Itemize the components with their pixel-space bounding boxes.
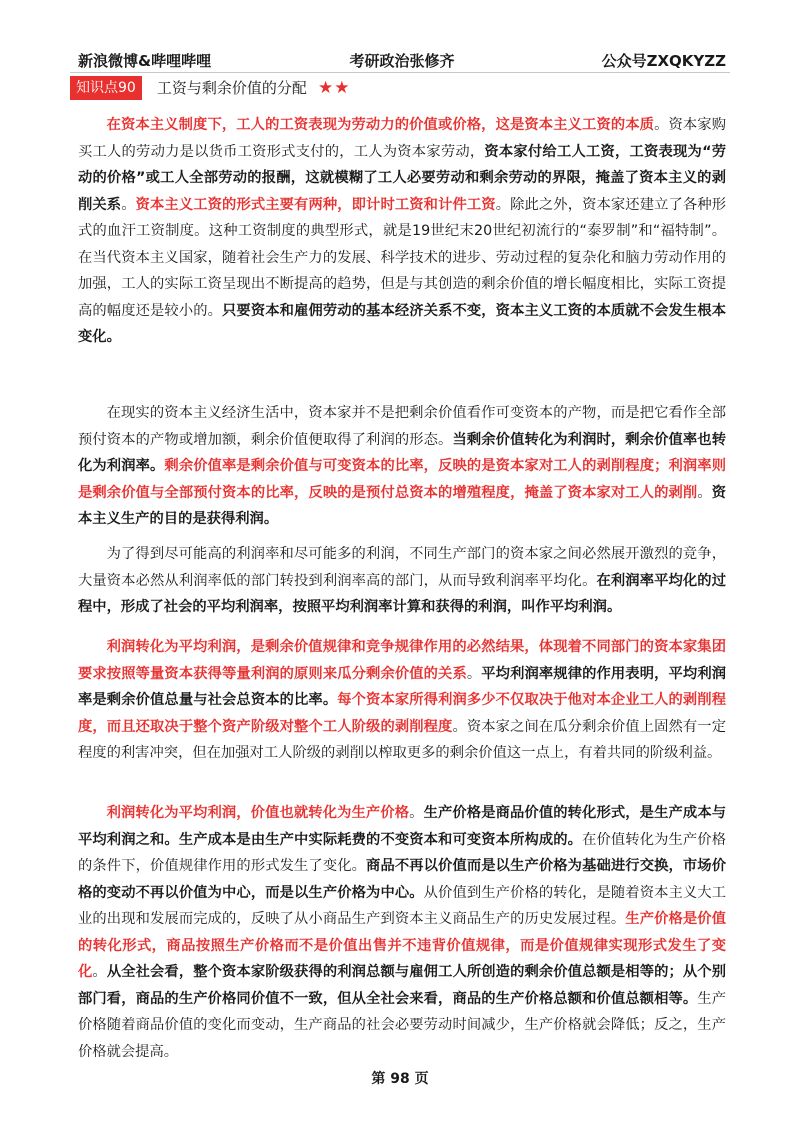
importance-stars: ★★ [318, 78, 351, 98]
knowledge-point-title: 工资与剩余价值的分配 [156, 79, 307, 97]
bold-text: 只要资本和雇佣劳动的基本经济关系不变，资本主义工资的本质就不会发生根本变化。 [78, 302, 727, 345]
body-text: 。除此之外，资本家还建立了各种形式的血汗工资制度。这种工资制度的典型形式，就是19世纪末20世纪初流行的“泰罗制”和“福特制”。在当代资本主义国家，随着社会生产力的发展、科学技术的进步、劳动过程的复杂化和脑力劳动作用的加强，工人的实际工资呈现出不断提高的趋势，但是与其创造的剩余价值的增长幅度相比，实际工资提高的幅度还是较小的。 [78, 196, 727, 319]
body-text: 。 [697, 484, 712, 501]
paragraph-3 [78, 541, 726, 621]
header-left: 新浪微博&哔哩哔哩 [78, 52, 212, 70]
highlight-red-text: 利润转化为平均利润，是剩余价值规律和竞争规律作用的必然结果，体现着不同部门的资本家集团要求按照等量资本获得等量利润的原则来瓜分剩余价值的关系 [78, 639, 726, 682]
bold-text: 平均利润率规律的作用表明，平均利润率是剩余价值总量与社会总资本的比率。 [78, 665, 727, 708]
bold-text: 资本主义生产的目的是获得利润。 [78, 484, 726, 527]
body-text: 。 [92, 964, 107, 980]
paragraph-block [78, 400, 726, 533]
header-center: 考研政治张修齐 [349, 52, 455, 70]
bold-text: 当剩余价值转化为利润时，剩余价值率也转化为利润率。 [78, 431, 727, 474]
highlight-red-text: 生产价格是价值的转化形式，商品按照生产价格而不是价值出售并不违背价值规律，而是价值规律实现形式发生了变化 [78, 911, 727, 980]
highlight-red-text: 在资本主义制度下，工人的工资表现为劳动力的价值或价格，这是资本主义工资的本质 [106, 117, 655, 133]
header-right: 公众号ZXQKYZZ [601, 52, 726, 70]
knowledge-point-tag: 知识点90 [70, 76, 142, 100]
bold-text: 生产价格是商品价值的转化形式，是生产成本与平均利润之和。生产成本是由生产中实际耗费的不变资本和可变资本所构成的。 [78, 805, 727, 848]
body-text: 为了得到尽可能高的利润率和尽可能多的利润，不同生产部门的资本家之间必然展开激烈的竞争，大量资本必然从利润率低的部门转投到利润率高的部门，从而导致利润率平均化。 [78, 546, 726, 589]
highlight-red-text: 利润转化为平均利润，价值也就转化为生产价格 [106, 805, 410, 821]
paragraph-1 [78, 112, 726, 351]
body-text: 。 [121, 196, 136, 213]
body-text: 生产价格随着商品价值的变化而变动，生产商品的社会必要劳动时间减少，生产价格就会降低；反之，生产价格就会提高。 [78, 990, 726, 1060]
paragraph-2 [78, 400, 726, 533]
body-text: 在价值转化为生产价格的条件下，价值规律作用的形式发生了变化。 [78, 831, 727, 874]
bold-text: 从全社会看，整个资本家阶级获得的利润总额与雇佣工人所创造的剩余价值总额是相等的；从个别部门看，商品的生产价格同价值不一致，但从全社会来看，商品的生产价格总额和价值总额相等。 [78, 964, 727, 1007]
page-header [78, 50, 726, 72]
paragraph-block [78, 112, 726, 351]
bold-text: 商品不再以价值而是以生产价格为基础进行交换，市场价格的变动不再以价值为中心，而是以生产价格为中心。 [78, 858, 726, 901]
paragraph-block [78, 541, 726, 621]
bold-text: 在利润率平均化的过程中，形成了社会的平均利润率，按照平均利润率计算和获得的利润，叫作平均利润。 [78, 572, 726, 615]
paragraph-block [78, 800, 726, 1065]
body-text: 在现实的资本主义经济生活中，资本家并不是把剩余价值看作可变资本的产物，而是把它看作全部预付资本的产物或增加额，剩余价值便取得了利润的形态。 [78, 405, 726, 448]
body-text: 。资本家购买工人的劳动力是以货币工资形式支付的，工人为资本家劳动， [78, 117, 727, 160]
paragraph-4 [78, 634, 726, 767]
body-text: 。 [466, 665, 482, 682]
page-number: 第 98 页 [371, 1071, 429, 1087]
body-text: 。资本家之间在瓜分剩余价值上固然有一定程度的利害冲突，但在加强对工人阶级的剥削以榨取更多的剩余价值这一点上，有着共同的阶级利益。 [78, 718, 727, 761]
highlight-red-text: 剩余价值率是剩余价值与可变资本的比率，反映的是资本家对工人的剥削程度；利润率则是剩余价值与全部预付资本的比率，反映的是预付总资本的增殖程度，掩盖了资本家对工人的剥削 [78, 458, 727, 501]
paragraph-block [78, 634, 726, 767]
body-text: 从价值到生产价格的转化，是随着资本主义大工业的出现和发展而完成的，反映了从小商品生产到资本主义商品生产的历史发展过程。 [78, 884, 726, 927]
body-text: 。 [409, 805, 424, 821]
knowledge-point-heading [70, 76, 351, 100]
paragraph-5 [78, 800, 726, 1065]
highlight-red-text: 每个资本家所得利润多少不仅取决于他对本企业工人的剥削程度，而且还取决于整个资产阶级对整个工人阶级的剥削程度 [78, 692, 727, 735]
header-divider [70, 72, 730, 73]
bold-text: 资本家付给工人工资，工资表现为“劳动的价格”或工人全部劳动的报酬，这就模糊了工人必要劳动和剩余劳动的界限，掩盖了资本主义的剥削关系 [78, 143, 726, 213]
highlight-red-text: 资本主义工资的形式主要有两种，即计时工资和计件工资 [135, 196, 496, 213]
